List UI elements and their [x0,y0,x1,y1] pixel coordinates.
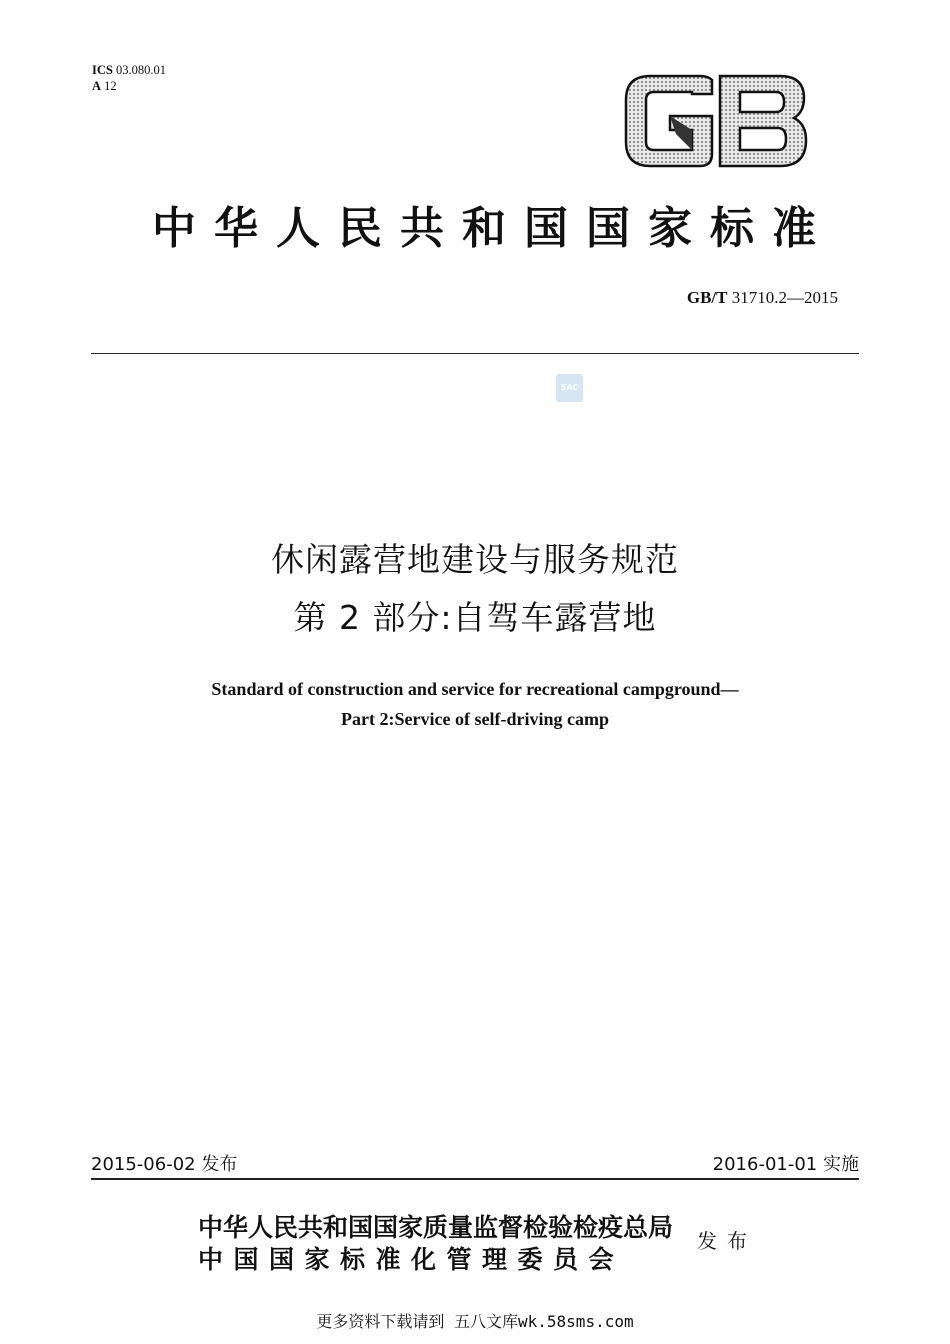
ics-code: 03.080.01 [115,63,166,77]
footer-download-note: 更多资料下载请到 五八文库wk.58sms.com [316,1312,634,1331]
sac-watermark-icon: SAC [556,374,583,402]
ccs-code: 12 [104,79,117,93]
chinese-title-line2: 第 2 部分:自驾车露营地 [293,598,657,637]
logo-text: GB [715,127,717,128]
publish-label: 发布 [697,1229,757,1253]
english-title-line2: Part 2:Service of self-driving camp [341,709,609,729]
standard-code: 31710.2—2015 [731,288,838,307]
ccs-label: A [92,79,102,93]
english-title-line1: Standard of construction and service for recreational campground— [211,679,739,699]
top-divider [91,353,859,354]
issue-date: 2015-06-02 发布 [91,1154,238,1175]
organization-title: 中华人民共和国国家标准 [152,203,834,254]
gb-logo-icon [620,72,810,170]
bottom-divider [91,1178,859,1180]
classification-codes [92,62,166,94]
standard-prefix: GB/T [686,288,728,307]
implementation-date: 2016-01-01 实施 [712,1154,859,1175]
issuer-line2: 中国国家标准化管理委员会 [198,1245,625,1274]
ics-label: ICS [92,63,113,77]
standard-number [687,288,838,308]
issuer-line1: 中华人民共和国国家质量监督检验检疫总局 [198,1213,674,1242]
chinese-title-line1: 休闲露营地建设与服务规范 [271,540,679,579]
